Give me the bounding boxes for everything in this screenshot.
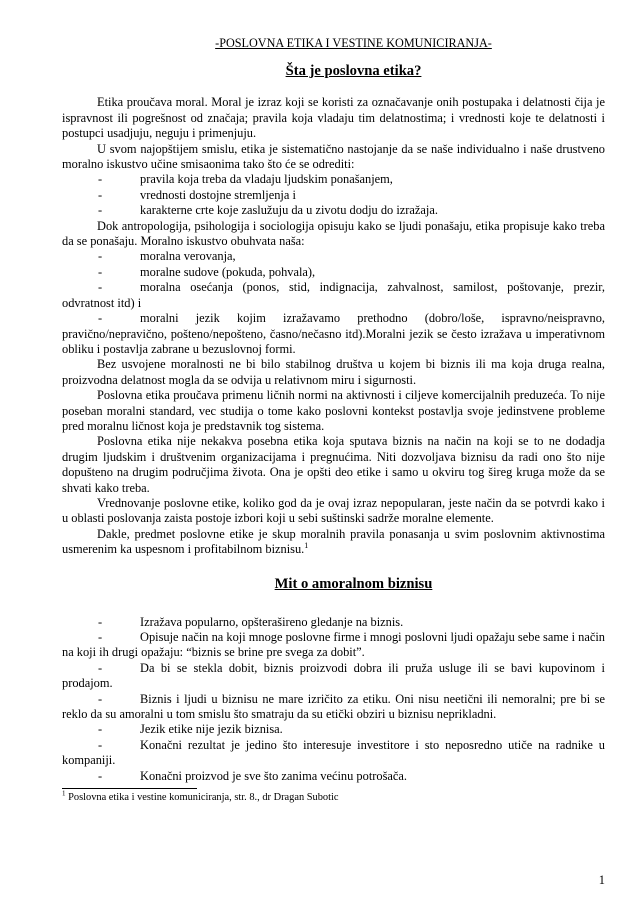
list-dash: - xyxy=(98,172,103,187)
list-dash: - xyxy=(98,280,103,295)
list-item xyxy=(62,249,605,264)
paragraph: U svom najopštijem smislu, etika je sistematično nastojanje da se naše individualno i naše drustveno moralno iskustvo učine smisaonima tako što će se odrediti: xyxy=(62,141,605,172)
list-item xyxy=(62,615,605,630)
footnote-separator xyxy=(62,788,197,789)
list-item-text: pravila koja treba da vladaju ljudskim ponašanjem, xyxy=(140,172,393,187)
paragraph: Poslovna etika nije nekakva posebna etika koja sputava biznis na način na koji se to ne dodadja drugim ljudskim i društvenim organizacijama i pregnućima. Niti dozvoljava biznisu da radi ono što nije dopušteno na drugim područjima života. Ona je opšti deo etike i samo u okviru tog šireg kruga može da se shvati kako treba. xyxy=(62,434,605,495)
list-dash: - xyxy=(98,264,103,279)
list-dash: - xyxy=(98,187,103,202)
list-item-text: moralne sudove (pokuda, pohvala), xyxy=(140,264,316,279)
list-item xyxy=(62,265,605,280)
list-dash: - xyxy=(98,737,103,752)
list-dash: - xyxy=(98,630,103,644)
list-item-text: Jezik etike nije jezik biznisa. xyxy=(140,722,283,737)
list-item xyxy=(62,280,605,311)
list-dash: - xyxy=(98,249,103,264)
list-item xyxy=(62,661,605,692)
paragraph-text: Dakle, predmet poslovne etike je skup moralnih pravila ponasanja u svim poslovnim aktivnostima usmerenim ka uspesnom i profitabilnom biznisu. xyxy=(62,526,605,557)
list-item-text: vrednosti dostojne stremljenja i xyxy=(140,187,296,202)
page-number: 1 xyxy=(598,873,605,887)
list-item-text: moralna osećanja (ponos, stid, indignacija, zahvalnost, samilost, poštovanje, prezir, odvratnost itd) i xyxy=(62,280,605,310)
list-item-text: Opisuje način na koji mnoge poslovne firme i mnogi poslovni ljudi opažaju sebe same i način na koji ih drugi opažaju: “biznis se brine pre svega za dobit”. xyxy=(62,630,605,660)
list-item-text: Izražava popularno, opšteraširenо gledanje na biznis. xyxy=(140,614,404,629)
list-dash: - xyxy=(98,203,103,218)
paragraph: Dok antropologija, psihologija i sociologija opisuju kako se ljudi ponašaju, etika propisuje kako treba da se ponašaju. Moralno iskustvo obuhvata naša: xyxy=(62,218,605,249)
section-title-what-is-business-ethics: Šta je poslovna etika? xyxy=(285,63,422,80)
list-item-text: karakterne crte koje zaslužuju da u zivotu dodju do izražaja. xyxy=(140,203,438,218)
list-item xyxy=(62,203,605,218)
list-dash: - xyxy=(98,660,103,675)
footnote-text: Poslovna etika i vestine komuniciranja, str. 8., dr Dragan Subotic xyxy=(68,792,339,804)
paragraph: Etika proučava moral. Moral je izraz koji se koristi za označavanje onih postupaka i delatnosti čija je ispravnost ili pogrešnost od značaja; pravila koja vladaju tim delatnostima; i vrednosti koje te delatnosti i postupci usadjuju, neguju i primenjuju. xyxy=(62,95,605,141)
list-item xyxy=(62,172,605,187)
list-dash: - xyxy=(98,614,103,629)
list-item xyxy=(62,692,605,723)
footnote xyxy=(62,791,605,805)
list-item xyxy=(62,630,605,661)
list-item-text: moralni jezik kojim izražavamo prethodno (dobro/loše, ispravno/neispravno, pravično/nepravično, pošteno/nepošteno, časno/nečasno itd).Moralni jezik se često izražava u imperativnom obliku i postavlja zabrane u bezuslovnoj formi. xyxy=(62,311,605,356)
list-item xyxy=(62,769,605,784)
list-dash: - xyxy=(98,722,103,737)
paragraph xyxy=(62,527,605,558)
paragraph: Poslovna etika proučava primenu ličnih normi na aktivnosti i ciljeve komercijalnih preduzeća. To nije poseban moralni standard, vec studija o tome kako poslovni kontekst postavlja svoje jedinstvene probleme pred moralnu ličnost koja je predstavnik tog sistema. xyxy=(62,388,605,433)
list-dash: - xyxy=(98,768,103,783)
list-item-text: Da bi se stekla dobit, biznis proizvodi dobra ili pruža usluge ili se bavi kupovinom i prodajom. xyxy=(62,660,605,691)
list-item-text: Konačni proizvod je sve što zanima većinu potrošača. xyxy=(140,768,407,783)
list-item xyxy=(62,722,605,737)
list-item xyxy=(62,311,605,357)
list-dash: - xyxy=(98,311,103,326)
list-item-text: moralna verovanja, xyxy=(140,249,236,264)
list-item-text: Biznis i ljudi u biznisu ne mare izričito za etiku. Oni nisu neetični ili nemoralni; pre bi se reklo da su amoralni u tom smislu što smatraju da su etički obziri u biznisu neprikladni. xyxy=(62,691,605,722)
list-dash: - xyxy=(98,691,103,706)
paragraph: Vrednovanje poslovne etike, koliko god da je ovaj izraz nepopularan, jeste način da se potvrdi kako i u oblasti poslovanja zaista postoje izbori koji u sebi suštinski sadrže moralne elemente. xyxy=(62,495,605,526)
section-title-amoral-business-myth: Mit o amoralnom biznisu xyxy=(274,575,433,592)
list-item xyxy=(62,188,605,203)
paragraph: Bez usvojene moralnosti ne bi bilo stabilnog društva u kojem bi biznis ili ma koja druga realna, proizvodna delatnost mogla da se odvija u relativnom miru i sigurnosti. xyxy=(62,357,605,387)
running-header-text: -POSLOVNA ETIKA I VESTINE KOMUNICIRANJA- xyxy=(215,36,492,50)
running-header xyxy=(102,36,605,51)
list-item xyxy=(62,738,605,769)
list-item-text: Konačni rezultat je jedino što interesuje investitore i sto neposredno utiče na radnike u kompaniji. xyxy=(62,737,605,768)
footnote-reference[interactable]: 1 xyxy=(304,541,309,551)
footnote-marker: 1 xyxy=(62,789,66,798)
